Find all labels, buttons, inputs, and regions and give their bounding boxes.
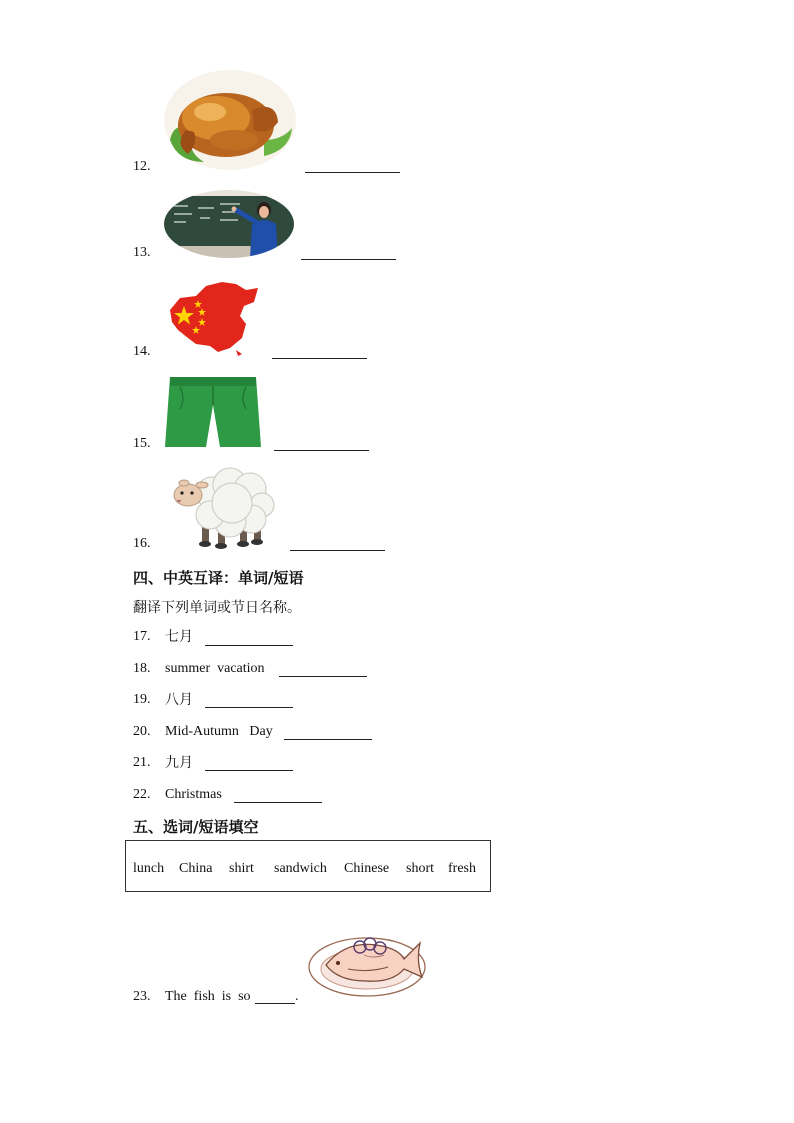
answer-blank[interactable] [274,450,369,451]
section-heading: 四、中英互译：单词/短语 [133,569,304,587]
item-number: 23. [133,989,151,1004]
item-number: 18. [133,661,151,676]
item-number: 21. [133,755,151,770]
word-bank-item: shirt [229,861,254,876]
word-bank-item: lunch [133,861,165,876]
answer-blank[interactable] [272,358,367,359]
green-shorts-image [164,375,262,449]
answer-blank[interactable] [205,707,293,708]
answer-blank[interactable] [255,1003,295,1004]
answer-blank[interactable] [290,550,385,551]
item-number: 22. [133,787,151,802]
answer-blank[interactable] [284,739,372,740]
item-prompt: Mid-Autumn Day [165,724,273,739]
word-bank [125,840,491,892]
question-end: . [295,989,299,1004]
item-prompt: 九月 [165,755,193,771]
item-number: 13. [133,245,151,260]
item-number: 16. [133,536,151,551]
item-number: 15. [133,436,151,451]
word-bank-item: China [179,861,213,876]
item-prompt: Christmas [165,787,222,802]
answer-blank[interactable] [305,172,400,173]
answer-blank[interactable] [205,645,293,646]
answer-blank[interactable] [234,802,322,803]
answer-blank[interactable] [301,259,396,260]
item-prompt: 七月 [165,629,193,645]
teacher-blackboard-image [164,190,294,258]
roast-chicken-image [164,70,297,171]
item-number: 17. [133,629,151,644]
item-prompt: 八月 [165,692,193,708]
item-prompt: summer vacation [165,661,265,676]
word-bank-item: fresh [448,861,476,876]
fish-plate-image [308,925,426,997]
question-text: The fish is so [165,989,251,1004]
item-number: 14. [133,344,151,359]
item-number: 19. [133,692,151,707]
answer-blank[interactable] [205,770,293,771]
word-bank-item: short [406,861,434,876]
section-heading: 五、选词/短语填空 [133,818,259,836]
china-map-image [166,280,260,356]
word-bank-item: sandwich [274,861,327,876]
item-number: 12. [133,159,151,174]
answer-blank[interactable] [279,676,367,677]
sheep-image [166,463,274,549]
section-instruction: 翻译下列单词或节日名称。 [133,600,301,616]
word-bank-item: Chinese [344,861,390,876]
item-number: 20. [133,724,151,739]
